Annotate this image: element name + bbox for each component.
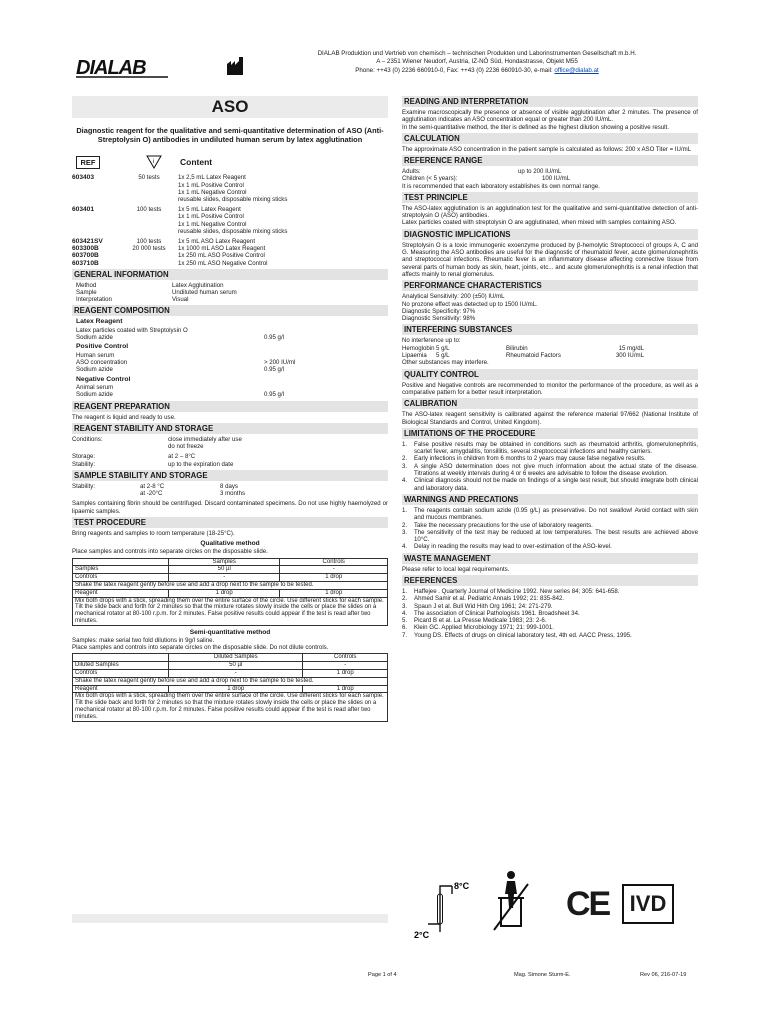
- ref-box: REF: [76, 156, 100, 169]
- reading-text: Examine macroscopically the presence or absence of visible agglutination after 2 minutes. The presence of agglutination indicates an ASO concentration equal or greater than 200 IU/mL.: [402, 109, 698, 124]
- section-heading: TEST PROCEDURE: [72, 517, 388, 528]
- calibration-text: The ASO-latex reagent sensitivity is calibrated against the reference material 97/662 (National Institute of Biological Standards and Control, United Kingdom).: [402, 411, 698, 426]
- calculation-text: The approximate ASO concentration in the patient sample is calculated as follows: 200 x ASO Titer = IU/mL: [402, 145, 692, 153]
- consult-instructions-icon: [146, 155, 162, 169]
- content-heading: Content: [180, 157, 213, 168]
- qualitative-table: Samples Controls Samples 50 µl - Controls - 1 drop Shake the latex reagent gently before use and add a drop next to the sample to be tested. Reagent 1 drop 1 drop Mix both drops with a stick, spreading them over the entire surface of the circle. Use different sticks for each sample. Tilt the slide back and forth for 2 minutes so that the mixture rotates slowly inside the cells or place the slides on a mechanical rotator at 80-100 r.p.m. for 2 minutes. False positive results could appear if the test is read after two minutes.: [72, 558, 388, 626]
- svg-text:i: i: [152, 159, 154, 166]
- performance-text: Analytical Sensitivity: 200 (±50) IU/mL No prozone effect was detected up to 1500 IU/mL. Diagnostic Specificity: 97% Diagnostic Sensitivity: 98%: [402, 293, 538, 323]
- left-bottom-bar: [72, 914, 388, 923]
- manufacturer-icon: [226, 56, 244, 76]
- section-heading: DIAGNOSTIC IMPLICATIONS: [402, 229, 698, 240]
- section-heading: REFERENCES: [402, 575, 698, 586]
- waste-bin-icon: [492, 870, 530, 932]
- svg-text:DIALAB: DIALAB: [76, 57, 146, 79]
- section-heading: LIMITATIONS OF THE PROCEDURE: [402, 428, 698, 439]
- section-heading: SAMPLE STABILITY AND STORAGE: [72, 470, 388, 481]
- limitations-list: 1. False positive results may be obtained in conditions such as rheumatoid arthritis, glomerulonephritis, scarlet fever, amygdalitis, tonsillitis, several streptococcal infections and healthy carriers. 2. Early infections in children from 6 months to 2 years may cause false negative results. 3. A single ASO determination does not give much information about the actual state of the disease. Titrations at weekly intervals during 4 or 6 weeks are advisable to follow the disease evolution. 4. Clinical diagnosis should not be made on findings of a single test result, but should integrate both clinical and laboratory data.: [402, 440, 698, 492]
- section-heading: REFERENCE RANGE: [402, 155, 698, 166]
- dialab-logo: [74, 54, 170, 80]
- temperature-limit-icon: [414, 876, 474, 938]
- reagent-stability: Conditions: close immediately after use do not freeze Storage: at 2 – 8°C Stability: up to the expiration date: [72, 436, 242, 468]
- general-info: Method Latex Agglutination Sample Undiluted human serum Interpretation Visual: [76, 281, 237, 304]
- principle-text: The ASO-latex agglutination is an agglutination test for the qualitative and semi-quantitative detection of anti-streptolysin O (ASO) antibodies.: [402, 204, 698, 220]
- section-heading: PERFORMANCE CHARACTERISTICS: [402, 280, 698, 291]
- section-heading: REAGENT PREPARATION: [72, 401, 388, 412]
- svg-text:2°C: 2°C: [414, 930, 430, 938]
- product-row: 603700B 1x 250 mL ASO Positive Control: [72, 252, 265, 260]
- revision: Rev 06, 216-07-19: [640, 972, 687, 978]
- product-row: 603710B 1x 250 mL ASO Negative Control: [72, 259, 268, 267]
- reagent-composition: Latex Reagent Latex particles coated with Streptolysin O Sodium azide 0.95 g/l Positive Control Human serum ASO concentration > 200 IU/ml Sodium azide 0.95 g/l Negative Control Animal serum Sodium azide 0.95 g/l: [76, 318, 296, 399]
- page-title: ASO: [72, 96, 388, 118]
- references-list: 1. Haffejee . Quarterly Journal of Medicine 1992. New series 84; 305: 641-658. 2. Ahmed Samir et al. Pediatric Annals 1992; 21: 835-842. 3. Spaun J et al. Bull Wid Hith Org 1961; 24: 271-279. 4. The association of Clinical Pathologists 1961. Broadsheet 34. 5. Picard B et al. La Presse Medicale 1983; 23: 2-6. 6. Klein GC. Applied Microbiology 1971; 21: 999-1001. 7. Young DS. Effects of drugs on clinical laboratory test, 4th ed. AACC Press, 1995.: [402, 587, 632, 639]
- left-column: [72, 96, 388, 722]
- email-link[interactable]: office@dialab.at: [554, 66, 599, 74]
- right-column: [402, 96, 698, 639]
- section-heading: REAGENT COMPOSITION: [72, 305, 388, 316]
- page-number: Page 1 of 4: [368, 972, 397, 978]
- implications-text: Streptolysin O is a toxic immunogenic exoenzyme produced by β-hemolytic Streptococci of groups A, C and G. Measuring the ASO antibodies are useful for the diagnostic of rheumatoid fever, acute glomerulonephritis and streptococcal infections. Rheumatic fever is an inflammatory disease affecting connective tissue from several parts of human body as skin, heart, joints, etc... and acute glomerulonephritis is a renal infection that affects mainly to renal glomerulus.: [402, 241, 698, 278]
- ce-mark-icon: CE: [566, 885, 610, 923]
- svg-text:8°C: 8°C: [454, 881, 470, 891]
- waste-text: Please refer to local legal requirements.: [402, 565, 510, 573]
- product-row: 603300B 20 000 tests 1x 1000 mL ASO Latex Reagent: [72, 245, 266, 253]
- qc-text: Positive and Negative controls are recommended to monitor the performance of the procedure, as well as a comparative pattern for a better result interpretation.: [402, 381, 698, 396]
- section-heading: GENERAL INFORMATION: [72, 269, 388, 280]
- ivd-icon: IVD: [622, 884, 674, 924]
- section-heading: CALCULATION: [402, 133, 698, 144]
- reading-text: In the semi-quantitative method, the titer is defined as the highest dilution showing a positive result.: [402, 123, 669, 131]
- principle-text: Latex particles coated with streptolysin O are agglutinated, when mixed with samples containing ASO.: [402, 219, 677, 227]
- section-heading: QUALITY CONTROL: [402, 369, 698, 380]
- test-procedure: Bring reagents and samples to room temperature (18-25°C). Qualitative method Place samples and controls into separate circles on the disposable slide. Samples Controls Samples 50 µl - Controls - 1 drop Shake the latex reagent gently before use and add a drop next to the sample to be tested. Reagent 1 drop 1 drop Mix both drops with a stick, spreading them over the entire surface of the circle. Use different sticks for each sample. Tilt the slide back and forth for 2 minutes so that the mixture rotates slowly inside the cells or place the slides on a mechanical rotator at 80-100 r.p.m. for 2 minutes. False positive results could appear if the test is read after two minutes. Semi-quantitative method Samples: make serial two fold dilutions in 9g/l saline. Place samples and controls into separate circles on the disposable slide. Do not dilute controls. Diluted Samples Controls Diluted Samples 50 µl - Controls - 1 drop Shake the latex reagent gently before use and add a drop next to the sample to be tested. Reagent 1 drop 1 drop Mix both drops with a stick, spreading them over the entire surface of the circle. Use different sticks for each sample. Tilt the slide back and forth for 2 minutes so that the mixture rotates slowly inside the cells or place the slides on a mechanical rotator at 80-100 r.p.m. for 2 minutes. False positive results could appear if the test is read after two minutes.: [72, 530, 388, 722]
- subtitle: Diagnostic reagent for the qualitative and semi-quantitative determination of ASO (Anti-Streptolysin O) antibodies in undiluted human serum by latex agglutination: [76, 126, 384, 145]
- interfering-substances: No interference up to: Hemoglobin 5 g/L Bilirubin 15 mg/dL Lipaemia 5 g/L Rheumatoid Factors 300 IU/mL Other substances may interfere.: [402, 337, 644, 367]
- reagent-prep-text: The reagent is liquid and ready to use.: [72, 413, 176, 421]
- section-heading: INTERFERING SUBSTANCES: [402, 324, 698, 335]
- product-row: 603403 50 tests 1x 2,5 mL Latex Reagent 1x 1 mL Positive Control 1x 1 mL Negative Control reusable slides, disposable mixing sticks: [72, 174, 288, 204]
- author: Mag. Simone Sturm-E.: [514, 972, 571, 978]
- sample-stability: Stability: at 2-8 °C 8 days at -20°C 3 months Samples containing fibrin should be centrifuged. Discard contaminated specimens. Do not use highly haemolyzed or lipaemic samples.: [72, 482, 388, 515]
- section-heading: CALIBRATION: [402, 398, 698, 409]
- product-list: [72, 174, 388, 266]
- company-address: DIALAB Produktion und Vertrieb von chemisch – technischen Produkten und Laborinstrumenten Gesellschaft m.b.H. A – 2351 Wiener Neudorf, Austria, IZ-NÖ Süd, Hondastrasse, Objekt M55 Phone: ++43 (0) 2236 660910-0, Fax: ++43 (0) 2236 660910-30, e-mail: office@dialab.at: [317, 50, 637, 74]
- warnings-list: 1. The reagents contain sodium azide (0.95 g/L) as preservative. Do not swallow! Avoid contact with skin and mucous membranes. 2. Take the necessary precautions for the use of laboratory reagents. 3. The sensitivity of the test may be reduced at low temperatures. The best results are achieved above 10°C. 4. Delay in reading the results may lead to over-estimation of the ASO-level.: [402, 506, 698, 551]
- section-heading: WARNINGS AND PRECATIONS: [402, 494, 698, 505]
- reference-range: Adults: up to 200 IU/mL Children (< 5 years): 100 IU/mL It is recommended that each laboratory establishes its own normal range.: [402, 168, 600, 190]
- section-heading: REAGENT STABILITY AND STORAGE: [72, 423, 388, 434]
- section-heading: READING AND INTERPRETATION: [402, 96, 698, 107]
- product-row: 603421SV 100 tests 1x 5 mL ASO Latex Reagent: [72, 238, 256, 246]
- product-row: 603401 100 tests 1x 5 mL Latex Reagent 1x 1 mL Positive Control 1x 1 mL Negative Control reusable slides, disposable mixing sticks: [72, 206, 288, 235]
- section-heading: TEST PRINCIPLE: [402, 192, 698, 203]
- semi-quantitative-table: Diluted Samples Controls Diluted Samples 50 µl - Controls - 1 drop Shake the latex reagent gently before use and add a drop next to the sample to be tested. Reagent 1 drop 1 drop Mix both drops with a stick, spreading them over the entire surface of the circle. Use different sticks for each sample. Tilt the slide back and forth for 2 minutes so that the mixture rotates slowly inside the cells or place the slides on a mechanical rotator at 80-100 r.p.m. for 2 minutes. False positive results could appear if the test is read after two minutes.: [72, 653, 388, 721]
- section-heading: WASTE MANAGEMENT: [402, 553, 698, 564]
- content-header: [72, 153, 388, 171]
